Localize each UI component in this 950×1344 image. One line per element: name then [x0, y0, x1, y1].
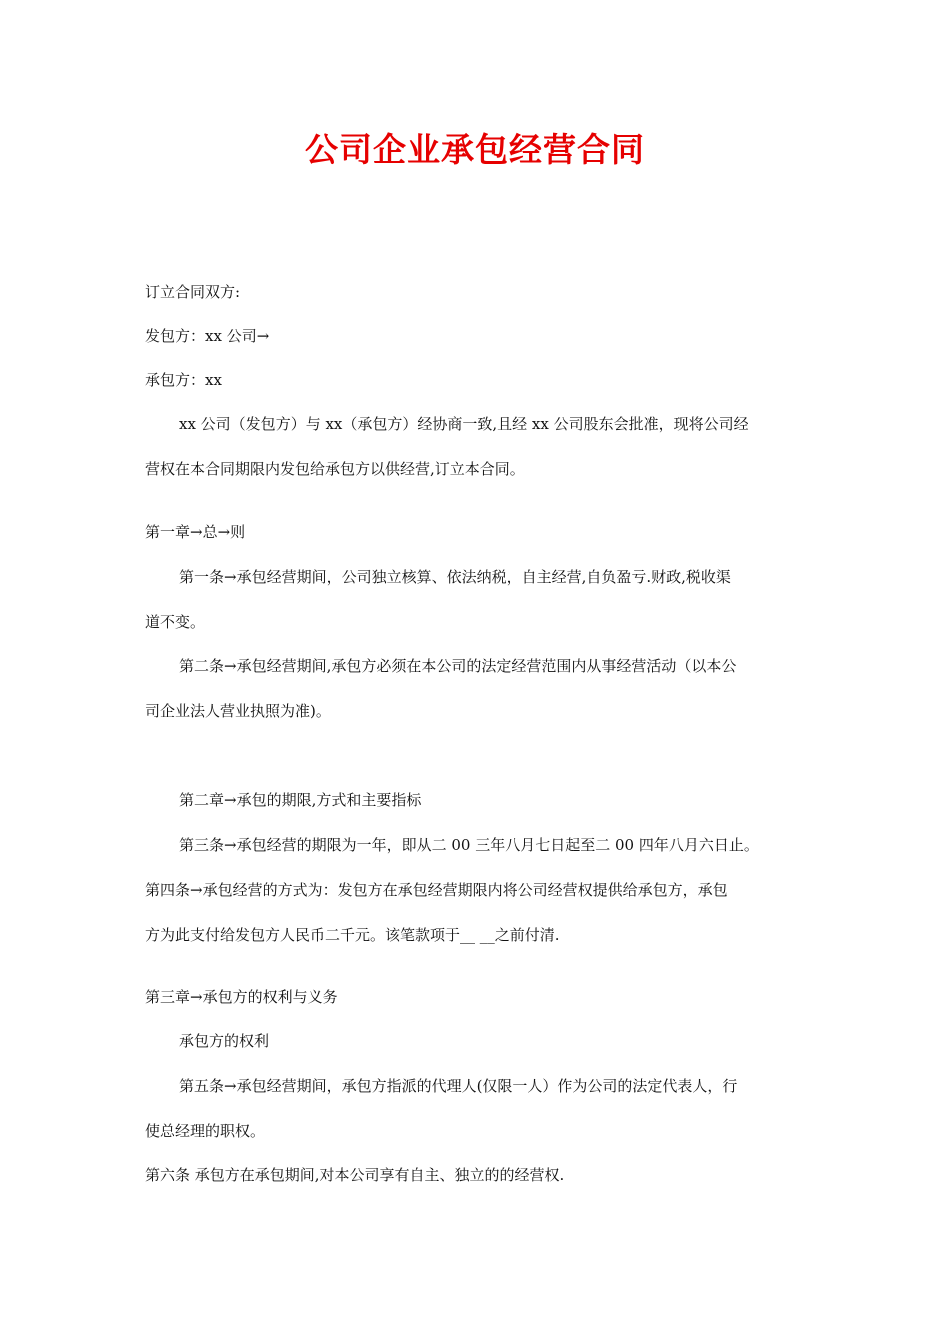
article-1-line-1: 第一条→承包经营期间，公司独立核算、依法纳税，自主经营,自负盈亏.财政,税收渠 — [179, 568, 731, 586]
article-1-line-2: 道不变。 — [145, 613, 206, 631]
contractor-line: 承包方：xx — [145, 371, 222, 389]
article-4-line-2: 方为此支付给发包方人民币二千元。该笔款项于__ __之前付清. — [145, 926, 560, 944]
preamble-line-1: xx 公司（发包方）与 xx（承包方）经协商一致,且经 xx 公司股东会批准，现将公司经 — [179, 415, 749, 433]
article-3-line: 第三条→承包经营的期限为一年，即从二 00 三年八月七日起至二 00 四年八月六日止。 — [179, 836, 759, 854]
article-2-line-2: 司企业法人营业执照为准)。 — [145, 702, 331, 720]
chapter-1-heading: 第一章→总→则 — [145, 523, 246, 541]
document-title: 公司企业承包经营合同 — [305, 130, 645, 169]
article-4-line-1: 第四条→承包经营的方式为：发包方在承包经营期限内将公司经营权提供给承包方，承包 — [145, 881, 728, 899]
article-2-line-1: 第二条→承包经营期间,承包方必须在本公司的法定经营范围内从事经营活动（以本公 — [179, 657, 737, 675]
article-5-line-2: 使总经理的职权。 — [145, 1122, 266, 1140]
article-5-line-1: 第五条→承包经营期间，承包方指派的代理人(仅限一人）作为公司的法定代表人，行 — [179, 1077, 738, 1095]
contractor-rights-heading: 承包方的权利 — [179, 1032, 270, 1050]
chapter-3-heading: 第三章→承包方的权利与义务 — [145, 988, 338, 1006]
article-6-line: 第六条 承包方在承包期间,对本公司享有自主、独立的的经营权. — [145, 1166, 565, 1184]
parties-heading: 订立合同双方: — [145, 283, 241, 301]
contractor-issuer-line: 发包方：xx 公司→ — [145, 327, 270, 345]
chapter-2-heading: 第二章→承包的期限,方式和主要指标 — [179, 791, 422, 809]
preamble-line-2: 营权在本合同期限内发包给承包方以供经营,订立本合同。 — [145, 460, 525, 478]
